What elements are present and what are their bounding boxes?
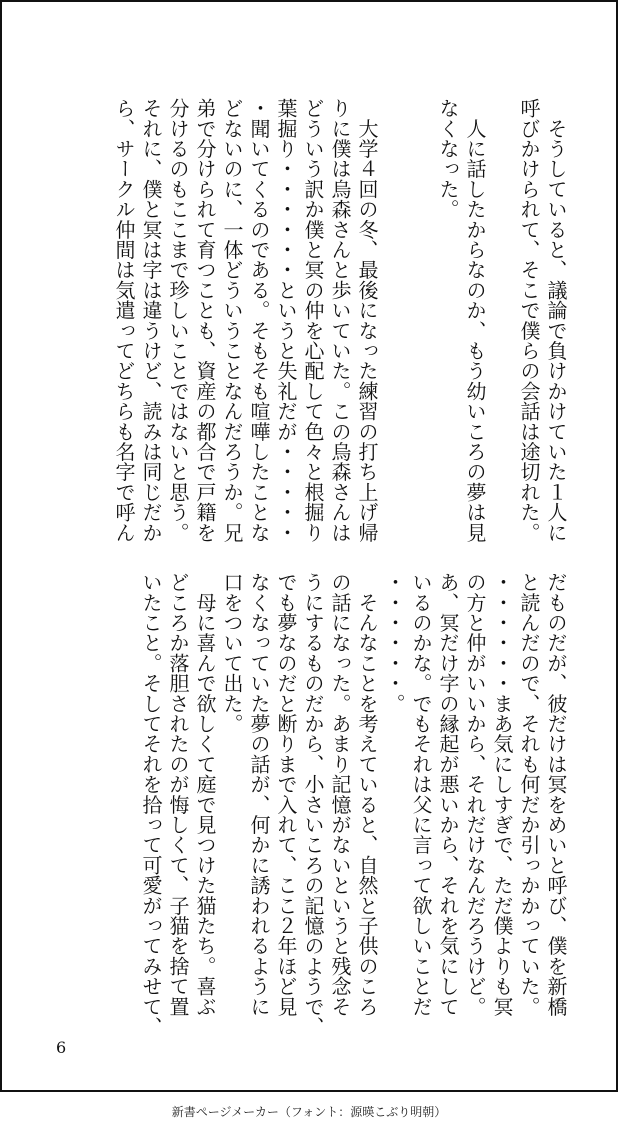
text-line: だものだが、彼だけは冥をめいと呼び、僕を新橋 xyxy=(544,572,568,1017)
text-line: あ、冥だけ字の縁起が悪いから、それを気にして xyxy=(436,572,460,1017)
text-line: 呼びかけられて、そこで僕らの会話は途切れた。 xyxy=(517,98,541,543)
text-line: そうしていると、議論で負けかけていた１人に xyxy=(544,98,568,543)
text-line: いたこと。そしてそれを拾って可愛がってみせて、 xyxy=(139,572,163,1037)
text-line: うにするものだから、小さいころの記憶のようで、 xyxy=(301,572,325,1037)
text-line: それに、僕と冥は字は違うけど、読みは同じだか xyxy=(139,98,163,543)
text-line: でも夢なのだと断りまで入れて、ここ２年ほど見 xyxy=(274,572,298,1017)
text-line: と読んだので、それも何だか引っかかっていた。 xyxy=(517,572,541,1017)
text-line: の方と仲がいいから、それだけなんだろうけど。 xyxy=(463,572,487,1017)
text-line: 人に話したからなのか、もう幼いころの夢は見 xyxy=(463,98,487,543)
page-number: 6 xyxy=(56,1038,67,1057)
text-line: ・聞いてくるのである。そもそも喧嘩したことな xyxy=(247,98,271,543)
text-line: 弟で分けられて育つことも、資産の都合で戸籍を xyxy=(193,98,217,543)
text-line: 母に喜んで欲しくて庭で見つけた猫たち。喜ぶ xyxy=(193,572,217,1017)
top-text-column xyxy=(110,98,569,543)
text-line: 大学４回の冬、最後になった練習の打ち上げ帰 xyxy=(355,98,379,543)
text-line: 分けるのもここまで珍しいことではないと思う。 xyxy=(166,98,190,543)
text-line: いるのかな。でもそれは父に言って欲しいことだ xyxy=(409,572,433,1017)
text-line: の話になった。あまり記憶がないというと残念そ xyxy=(328,572,352,1017)
text-line: どういう訳か僕と冥の仲を心配して色々と根掘り xyxy=(301,98,325,543)
text-line: 葉掘り・・・・・・というと失礼だが・・・・・ xyxy=(274,98,298,543)
text-line: りに僕は烏森さんと歩いていた。この烏森さんは xyxy=(328,98,352,543)
text-line: なくなった。 xyxy=(436,98,460,220)
text-line: ・・・・・・。 xyxy=(382,572,406,714)
text-line: そんなことを考えていると、自然と子供のころ xyxy=(355,572,379,1017)
text-line: なくなっていた夢の話が、何かに誘われるように xyxy=(247,572,271,1017)
text-line: 口をついて出た。 xyxy=(220,572,244,734)
text-line: ・・・・・・まあ気にしすぎで、ただ僕よりも冥 xyxy=(490,572,514,1017)
text-line: どないのに、一体どういうことなんだろうか。兄 xyxy=(220,98,244,543)
bottom-text-column xyxy=(137,572,569,1037)
text-line: どころか落胆されたのが悔しくて、子猫を捨て置 xyxy=(166,572,190,1017)
text-line: ら、サークル仲間は気遣ってどちらも名字で呼ん xyxy=(112,98,136,543)
footer-caption: 新書ページメーカー（フォント：源暎こぶり明朝） xyxy=(171,1105,447,1119)
